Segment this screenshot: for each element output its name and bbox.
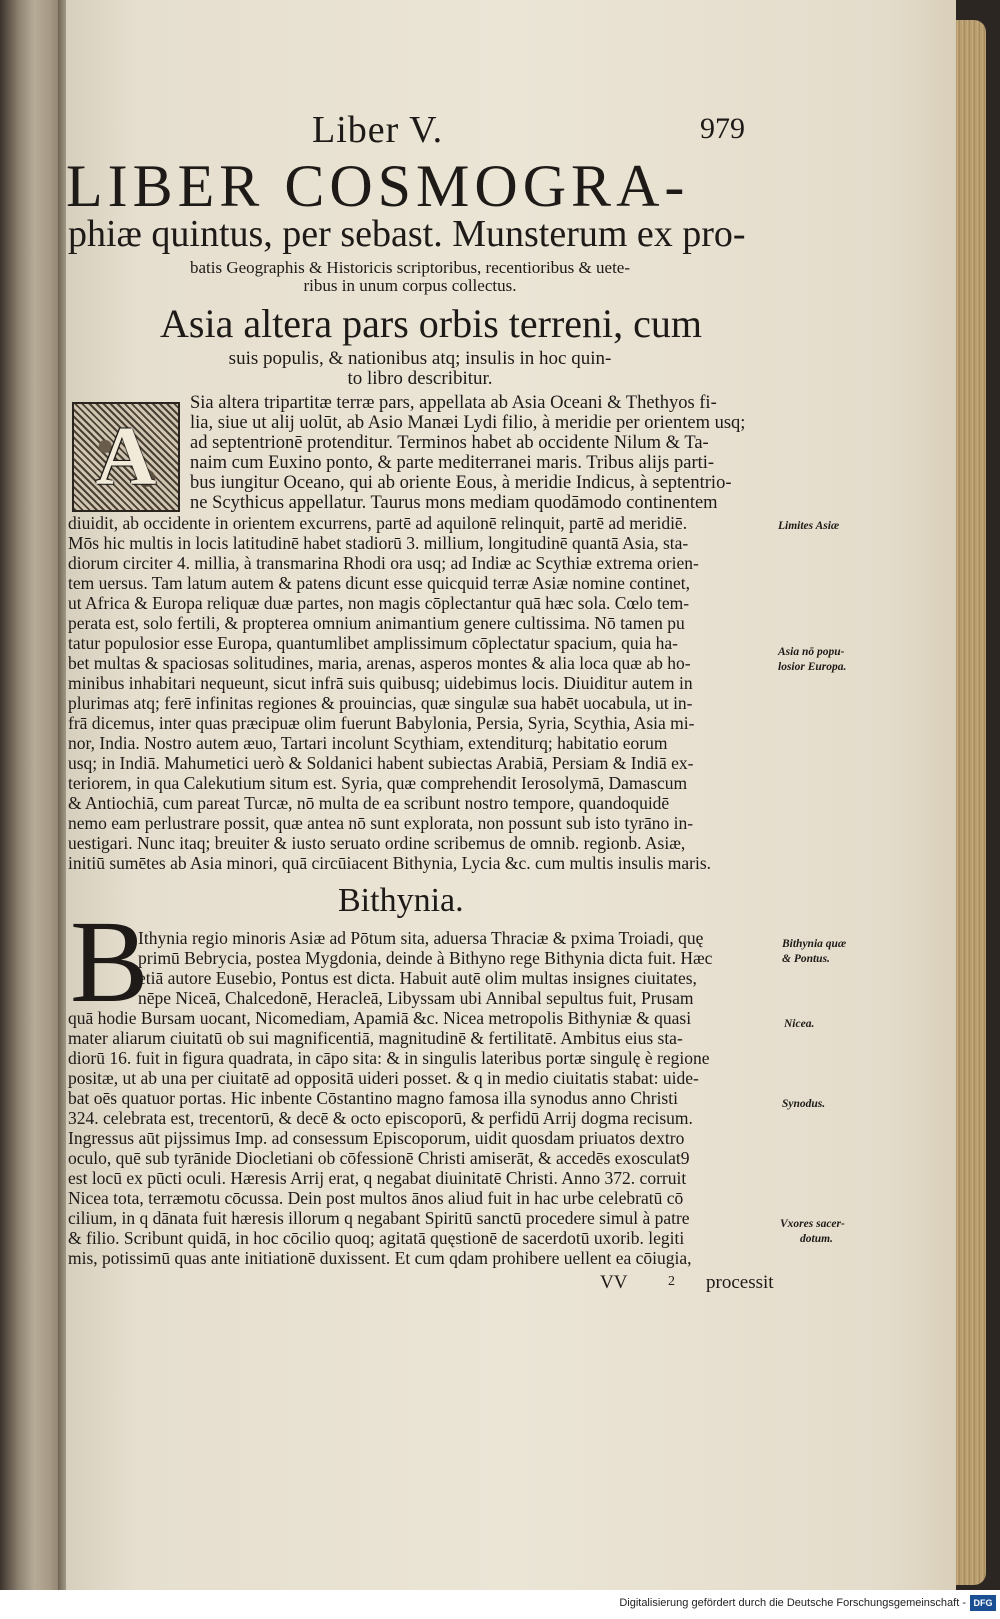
- folio-number: 979: [700, 112, 745, 145]
- section-title-bithynia: Bithynia.: [338, 882, 464, 919]
- margin-note: & Pontus.: [782, 953, 830, 965]
- text-line: perata est, solo fertili, & propterea omnium animantium genere cultissima. Nō tamen pu: [68, 613, 685, 633]
- margin-note: Limites Asiæ: [778, 520, 840, 532]
- initial-letter-b: B: [70, 896, 149, 1027]
- digitization-footer: [0, 1590, 1000, 1619]
- decorated-initial-woodcut: [72, 402, 180, 512]
- text-line: 324. celebrata est, trecentorū, & decē & octo episcoporū, & perfidū Arrij dogma recisum.: [68, 1108, 693, 1128]
- text-line: positæ, ut ab una per ciuitatē ad oppositā uideri posset. & q in medio ciuitatis stabat: uide-: [68, 1068, 699, 1088]
- text-line: naim cum Euxino ponto, & parte mediterranei maris. Tribus alijs parti-: [190, 453, 715, 473]
- text-line: Sia altera tripartitæ terræ pars, appellata ab Asia Oceani & Thethyos fi-: [190, 393, 717, 413]
- text-line: frā dicemus, inter quas præcipuæ olim fuerunt Babylonia, Persia, Syria, Scythia, Asia mi-: [68, 713, 695, 733]
- text-line: etiā autore Eusebio, Pontus est dicta. Habuit autē olim multas insignes ciuitates,: [138, 968, 697, 988]
- text-line: plurimas atq; ferē infinitas regiones & prouincias, quæ singulæ sua habēt uocabula, ut in-: [68, 693, 693, 713]
- text-line: diorū 16. fuit in figura quadrata, in cāpo sita: & in singulis lateribus portæ singulę è regione: [68, 1048, 710, 1068]
- text-line: Mōs hic multis in locis latitudinē habet stadiorū 3. millium, longitudinē quantā Asia, sta-: [68, 533, 689, 553]
- text-line: tem uersus. Tam latum autem & patens dicunt esse quicquid terræ Asiæ nomine continet,: [68, 573, 691, 593]
- signature-mark: VV: [600, 1272, 628, 1293]
- text-line: primū Bebrycia, postea Mygdonia, deinde à Bithyno rege Bithynia dicta fuit. Hæc: [138, 948, 713, 968]
- text-line: uestigari. Nunc itaq; breuiter & iusto seruato ordine scribemus de omnib. regionb. Asiæ,: [68, 833, 686, 853]
- text-line: usq; in Indiā. Mahumetici uerò & Soldanici habent subiectas Arabiā, Persiam & Indiā ex-: [68, 753, 694, 773]
- page-edges: [956, 20, 986, 1585]
- initial-letter-a: A: [95, 410, 157, 503]
- text-line: oculo, quē sub tyrānide Diocletiani ob cōfessionē Christi amiserāt, & accedēs exosculat9: [68, 1148, 690, 1168]
- text-line: cilium, in q dānata fuit hæresis illorum q negabant Spiritū sanctū procedere simul à patre: [68, 1208, 690, 1228]
- margin-note: losior Europa.: [778, 661, 847, 673]
- text-line: bat oēs quatuor portas. Hic inbente Cōstantino magno famosa illa synodus anno Christi: [68, 1088, 678, 1108]
- text-line: & filio. Scribunt quidā, in hoc cōcilio quoq; agitatā quęstionē de sacerdotū uxorib. legiti: [68, 1228, 685, 1248]
- book-title: LIBER COSMOGRA-: [66, 153, 690, 219]
- text-line: minibus inhabitari nequeunt, sicut infrā suis quibusq; uidebimus locis. Diuiditur autem in: [68, 673, 693, 693]
- text-line: diuidit, ab occidente in orientem excurrens, partē ad aquilonē relinquit, partē ad meridiē.: [68, 513, 688, 533]
- catchword: processit: [706, 1272, 774, 1293]
- text-line: mis, potissimū quas ante initiationē duxissent. Et cum qdam prohibere uellent ea cōiugia,: [68, 1248, 692, 1268]
- text-line: & Antiochiā, cum pareat Turcæ, nō multa de ea scribunt nostro tempore, quandoquidē: [68, 793, 670, 813]
- margin-note: Nicea.: [784, 1018, 815, 1030]
- margin-note: Bithynia quæ: [782, 938, 847, 950]
- margin-note: Asia nō popu-: [778, 646, 845, 658]
- running-title: Liber V.: [312, 109, 444, 151]
- title-line-3: batis Geographis & Historicis scriptoribus, recentioribus & uete-: [189, 258, 631, 277]
- text-line: diorum circiter 4. millia, à transmarina Rhodi ora usq; ad Indiæ ac Scythiæ extrema orien-: [68, 553, 699, 573]
- margin-note: Vxores sacer-: [780, 1218, 845, 1230]
- book-left-edge: [0, 0, 62, 1590]
- text-line: tatur populosior esse Europa, quantumlibet amplissimum cōplectatur spacium, quia ha-: [68, 633, 678, 653]
- text-line: nor, India. Nostro autem æuo, Tartari incolunt Scythiam, extenditurq; habitatio eorum: [68, 733, 668, 753]
- text-line: Ithynia regio minoris Asiæ ad Pōtum sita, aduersa Thraciæ & pxima Troiadi, quę: [138, 928, 704, 948]
- text-line: bus iungitur Oceano, qui ab oriente Eous, à meridie Indicus, à septentrio-: [190, 473, 732, 493]
- text-line: ne Scythicus appellatur. Taurus mons mediam quodāmodo continentem: [190, 493, 718, 513]
- text-line: teriorem, in qua Calekutium situm est. Syria, quæ comprehendit Ierosolymā, Damascum: [68, 773, 688, 793]
- dfg-logo: DFG: [970, 1595, 996, 1611]
- book-subtitle: phiæ quintus, per sebast. Munsterum ex pro-: [68, 213, 746, 255]
- section-title-asia: Asia altera pars orbis terreni, cum: [160, 301, 703, 346]
- text-line: Nicea tota, terræmotu cōcussa. Dein post multos ānos aliud fuit in hac urbe celebratū cō: [68, 1188, 684, 1208]
- text-line: ut Africa & Europa reliquæ duæ partes, non magis cōplectantur quā hæc sola. Cœlo tem-: [68, 593, 690, 613]
- text-line: quā hodie Bursam uocant, Nicomediam, Apamiā &c. Nicea metropolis Bithyniæ & quasi: [68, 1008, 692, 1028]
- section-subtitle-2: to libro describitur.: [347, 368, 493, 389]
- text-line: nēpe Niceā, Chalcedonē, Heracleā, Libyssam ubi Annibal sepultus fuit, Prusam: [138, 988, 694, 1008]
- text-line: mater aliarum ciuitatū ob sui magnificentiā, magnitudinē & fertilitatē. Ambitus eius sta-: [68, 1028, 683, 1048]
- text-line: initiū sumētes ab Asia minori, quā circūiacent Bithynia, Lycia &c. cum multis insulis maris.: [68, 853, 712, 873]
- footer-credit: Digitalisierung gefördert durch die Deutsche Forschungsgemeinschaft -: [619, 1597, 966, 1609]
- text-line: nemo eam perlustrare possit, quæ antea nō sunt explorata, non possunt sub isto tyrāno in-: [68, 813, 694, 833]
- text-line: lia, siue ut alij uolūt, ab Asio Manæi Lydi filio, à meridie per orientem usq;: [190, 413, 746, 433]
- section-subtitle-1: suis populis, & nationibus atq; insulis in hoc quin-: [228, 348, 612, 369]
- text-line: est locū ex pūcti oculi. Hæresis Arrij erat, q negabat diuinitatē Christi. Anno 372. corruit: [68, 1168, 687, 1188]
- text-line: ad septentrionē protenditur. Terminos habet ab occidente Nilum & Ta-: [190, 433, 709, 453]
- margin-note: dotum.: [800, 1233, 833, 1245]
- signature-number: 2: [668, 1274, 675, 1289]
- margin-note: Synodus.: [782, 1098, 826, 1110]
- text-line: Ingressus aūt pijssimus Imp. ad consessum Episcoporum, uidit quosdam priuatos dextro: [68, 1128, 685, 1148]
- title-line-4: ribus in unum corpus collectus.: [303, 276, 517, 295]
- text-line: bet multas & spaciosas solitudines, maria, arenas, asperos montes & alia loca quæ ab ho-: [68, 653, 691, 673]
